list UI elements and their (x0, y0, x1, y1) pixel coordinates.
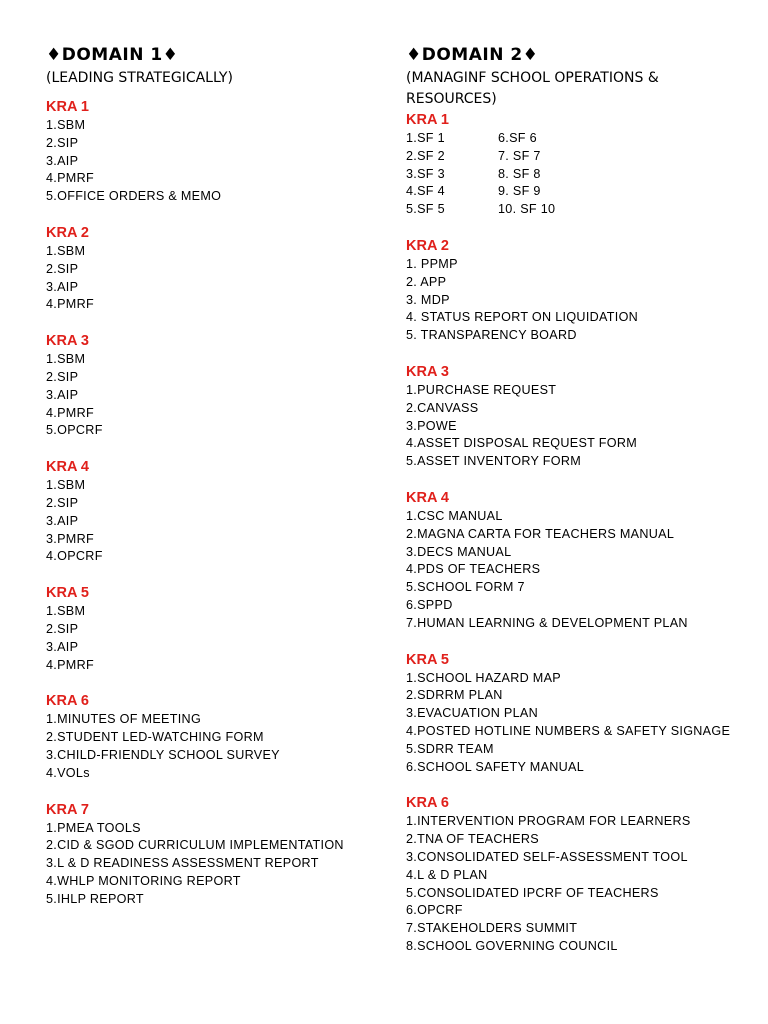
list-item: 5.OFFICE ORDERS & MEMO (46, 189, 222, 204)
list-item: 3.SF 3 (406, 166, 445, 181)
list-item: 1.SBM (46, 352, 86, 367)
list-item: 4.VOLs (46, 765, 90, 780)
kra-heading: KRA 3 (46, 333, 89, 350)
list-item: 1.INTERVENTION PROGRAM FOR LEARNERS (406, 814, 691, 829)
domain-2-kra-5 (406, 650, 751, 777)
kra-item-list (406, 670, 751, 777)
list-item: 3.AIP (46, 153, 79, 168)
list-item: 1.SCHOOL HAZARD MAP (406, 670, 561, 685)
kra-item-list (46, 820, 386, 909)
list-item: 1.SF 1 (406, 131, 445, 145)
domain-1-kra-4 (46, 457, 386, 566)
list-item: 7.STAKEHOLDERS SUMMIT (406, 921, 578, 936)
domain-2-kra-3 (406, 362, 751, 471)
list-item: 6.SPPD (406, 597, 453, 612)
kra-heading: KRA 4 (46, 459, 89, 476)
list-item: 3.CONSOLIDATED SELF-ASSESSMENT TOOL (406, 849, 688, 864)
domain-1-kra-2 (46, 223, 386, 314)
list-item: 3.CHILD-FRIENDLY SCHOOL SURVEY (46, 747, 280, 762)
list-item: 1.PURCHASE REQUEST (406, 382, 557, 397)
kra-heading: KRA 6 (46, 693, 89, 710)
list-item: 2.SIP (46, 621, 79, 636)
list-item: 7.HUMAN LEARNING & DEVELOPMENT PLAN (406, 615, 688, 630)
domain-2-subtitle-line2: RESOURCES) (406, 91, 497, 107)
kra-item-list (46, 711, 386, 782)
list-item: 2.CID & SGOD CURRICULUM IMPLEMENTATION (46, 838, 344, 853)
list-item: 4.L & D PLAN (406, 867, 488, 882)
list-item: 5.IHLP REPORT (46, 891, 144, 906)
list-item: 3.POWE (406, 418, 457, 433)
domain-1-kra-3 (46, 331, 386, 440)
kra-heading: KRA 7 (46, 801, 89, 818)
domain-1-kra-6 (46, 691, 386, 782)
list-item: 4.PDS OF TEACHERS (406, 562, 541, 577)
list-item: 6.SF 6 (498, 131, 537, 145)
list-item: 3.AIP (46, 513, 79, 528)
kra-heading: KRA 3 (406, 363, 449, 380)
list-item: 2.SIP (46, 261, 79, 276)
kra-heading: KRA 4 (406, 489, 449, 506)
list-item: 2.CANVASS (406, 400, 479, 415)
list-item: 4.PMRF (46, 297, 94, 312)
list-item: 2.MAGNA CARTA FOR TEACHERS MANUAL (406, 526, 675, 541)
kra-heading: KRA 2 (46, 224, 89, 241)
domain-2-subtitle (406, 68, 751, 110)
list-item: 4.ASSET DISPOSAL REQUEST FORM (406, 436, 638, 451)
kra-item-list (406, 813, 751, 955)
list-item: 2.SIP (46, 495, 79, 510)
list-item: 5.OPCRF (46, 423, 103, 438)
kra-item-list (46, 117, 386, 206)
list-item: 1. PPMP (406, 256, 458, 271)
list-item: 9. SF 9 (498, 184, 541, 199)
list-item: 2.STUDENT LED-WATCHING FORM (46, 730, 264, 745)
list-item: 3.L & D READINESS ASSESSMENT REPORT (46, 856, 319, 871)
domain-2-kra-1 (406, 110, 751, 219)
list-item: 2.SIP (46, 135, 79, 150)
list-item: 2.TNA OF TEACHERS (406, 832, 539, 847)
list-item: 3.AIP (46, 279, 79, 294)
domain-1-subtitle: (LEADING STRATEGICALLY) (46, 70, 233, 86)
list-item: 1.SBM (46, 478, 86, 493)
kra-item-list (46, 243, 386, 314)
domain-2-kra-list (406, 236, 751, 956)
domain-2-kra-4 (406, 488, 751, 633)
list-item: 4.PMRF (46, 171, 94, 186)
domain-2-kra-6 (406, 793, 751, 955)
school-forms-grid (406, 130, 751, 219)
kra-item-list (46, 477, 386, 566)
kra-heading: KRA 5 (406, 651, 449, 668)
domain-2-kra-2 (406, 236, 751, 345)
domain-2-subtitle-line1: (MANAGINF SCHOOL OPERATIONS & (406, 70, 659, 86)
list-item: 5.SCHOOL FORM 7 (406, 580, 525, 595)
list-item: 5. TRANSPARENCY BOARD (406, 328, 577, 343)
list-item: 2.SIP (46, 369, 79, 384)
list-item: 6.OPCRF (406, 903, 463, 918)
domain-1-kra-list (46, 97, 386, 909)
list-item: 3.AIP (46, 387, 79, 402)
list-item: 4.WHLP MONITORING REPORT (46, 873, 241, 888)
list-item: 1.SBM (46, 118, 86, 132)
kra-item-list (46, 603, 386, 674)
list-item: 4.OPCRF (46, 549, 103, 564)
list-item: 2.SF 2 (406, 148, 445, 163)
kra-heading: KRA 1 (46, 99, 89, 115)
list-item: 1.SBM (46, 604, 86, 619)
list-item: 6.SCHOOL SAFETY MANUAL (406, 759, 585, 774)
list-item: 3. MDP (406, 292, 450, 307)
list-item: 5.ASSET INVENTORY FORM (406, 454, 582, 469)
list-item: 3.DECS MANUAL (406, 544, 512, 559)
kra-heading: KRA 2 (406, 237, 449, 254)
domain-1-title: ♦DOMAIN 1♦ (46, 45, 179, 65)
kra-heading: KRA 5 (46, 585, 89, 602)
list-item: 8. SF 8 (498, 166, 541, 181)
list-item: 1.MINUTES OF MEETING (46, 712, 202, 727)
domain-1-column (46, 44, 386, 926)
kra-item-list (406, 256, 751, 345)
list-item: 4.SF 4 (406, 184, 445, 199)
list-item: 3.PMRF (46, 531, 94, 546)
list-item: 3.EVACUATION PLAN (406, 706, 539, 721)
list-item: 5.SDRR TEAM (406, 741, 494, 756)
list-item: 4. STATUS REPORT ON LIQUIDATION (406, 310, 639, 325)
list-item: 2.SDRRM PLAN (406, 688, 503, 703)
list-item: 3.AIP (46, 639, 79, 654)
list-item: 8.SCHOOL GOVERNING COUNCIL (406, 938, 618, 953)
kra-item-list (46, 351, 386, 440)
domain-1-kra-7 (46, 800, 386, 909)
list-item: 4.PMRF (46, 405, 94, 420)
list-item: 1.PMEA TOOLS (46, 820, 141, 835)
list-item: 10. SF 10 (498, 202, 556, 217)
list-item: 4.PMRF (46, 657, 94, 672)
domain-1-kra-1 (46, 97, 386, 206)
list-item: 5.CONSOLIDATED IPCRF OF TEACHERS (406, 885, 659, 900)
domain-2-column (406, 44, 751, 973)
list-item: 1.CSC MANUAL (406, 508, 503, 523)
list-item: 7. SF 7 (498, 148, 541, 163)
list-item: 5.SF 5 (406, 202, 445, 217)
domain-1-kra-5 (46, 583, 386, 674)
list-item: 4.POSTED HOTLINE NUMBERS & SAFETY SIGNAGE (406, 723, 731, 738)
kra-item-list (406, 508, 751, 633)
kra-heading: KRA 1 (406, 112, 449, 128)
domain-2-title: ♦DOMAIN 2♦ (406, 45, 539, 65)
list-item: 1.SBM (46, 243, 86, 258)
kra-item-list (406, 382, 751, 471)
list-item: 2. APP (406, 274, 447, 289)
kra-heading: KRA 6 (406, 795, 449, 812)
